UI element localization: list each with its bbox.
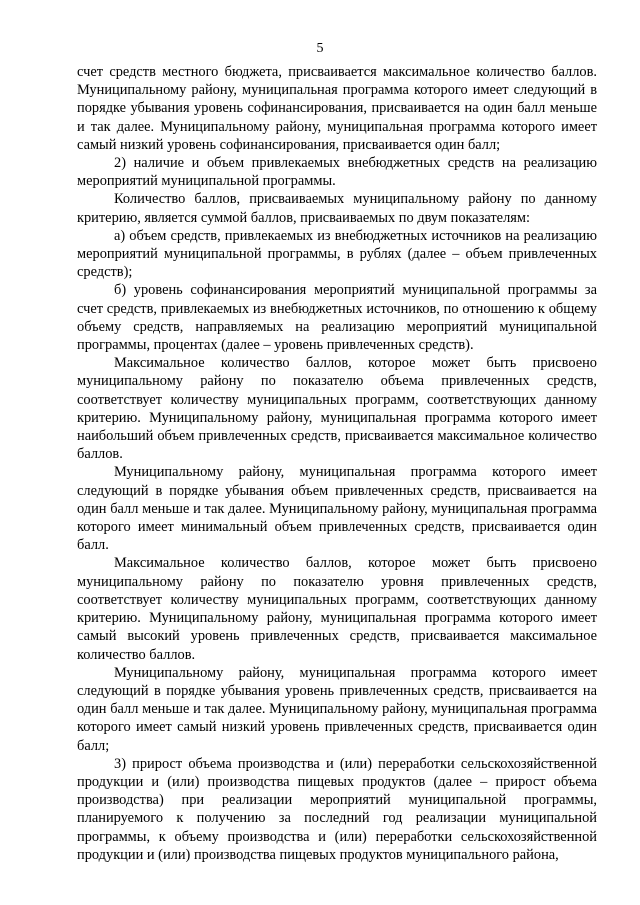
page-number: 5 (316, 41, 324, 56)
paragraph-2: 2) наличие и объем привлекаемых внебюджетных средств на реализацию мероприятий муниципальной программы. (77, 155, 597, 190)
paragraph-8: Максимальное количество баллов, которое может быть присвоено муниципальному району по показателю уровня привлеченных средств, соответствует количеству муниципальных программ, соответствующих данному критерию. Муниципальному району, муниципальная программа которого имеет самый высокий уровень привлеченных средств, присваивается максимальное количество баллов. (77, 555, 597, 663)
paragraph-4: а) объем средств, привлекаемых из внебюджетных источников на реализацию мероприятий муниципальной программы, в рублях (далее – объем привлеченных средств); (77, 227, 597, 281)
document-body (77, 63, 597, 864)
paragraph-5: б) уровень софинансирования мероприятий муниципальной программы за счет средств, привлекаемых из внебюджетных источников, по отношению к общему объему средств, направляемых на реализацию мероприятий муниципальной программы, процентах (далее – уровень привлеченных средств). (77, 282, 597, 354)
paragraph-1: счет средств местного бюджета, присваивается максимальное количество баллов. Муниципальному району, муниципальная программа которого имеет следующий в порядке убывания уровень софинансирования, присваивается на один балл меньше и так далее. Муниципальному району, муниципальная программа которого имеет самый низкий уровень софинансирования, присваивается один балл; (77, 64, 597, 153)
paragraph-6: Максимальное количество баллов, которое может быть присвоено муниципальному району по показателю объема привлеченных средств, соответствует количеству муниципальных программ, соответствующих данному критерию. Муниципальному району, муниципальная программа которого имеет наибольший объем привлеченных средств, присваивается максимальное количество баллов. (77, 355, 597, 463)
paragraph-9: Муниципальному району, муниципальная программа которого имеет следующий в порядке убывания уровень привлеченных средств, присваивается на один балл меньше и так далее. Муниципальному району, муниципальная программа которого имеет самый низкий уровень привлеченных средств, присваивается один балл; (77, 664, 597, 754)
paragraph-7: Муниципальному району, муниципальная программа которого имеет следующий в порядке убывания объем привлеченных средств, присваивается на один балл меньше и так далее. Муниципальному району, муниципальная программа которого имеет минимальный объем привлеченных средств, присваивается один балл. (77, 464, 597, 554)
paragraph-3: Количество баллов, присваиваемых муниципальному району по данному критерию, является суммой баллов, присваиваемых по двум показателям: (77, 191, 597, 226)
paragraph-10: 3) прирост объема производства и (или) переработки сельскохозяйственной продукции и (или) производства пищевых продуктов (далее – прирост объема производства) при реализации мероприятий муниципальной программы, планируемого к получению за последний год реализации муниципальной программы, к объему производства и (или) переработки сельскохозяйственной продукции и (или) производства пищевых продуктов муниципального района, (77, 755, 597, 863)
